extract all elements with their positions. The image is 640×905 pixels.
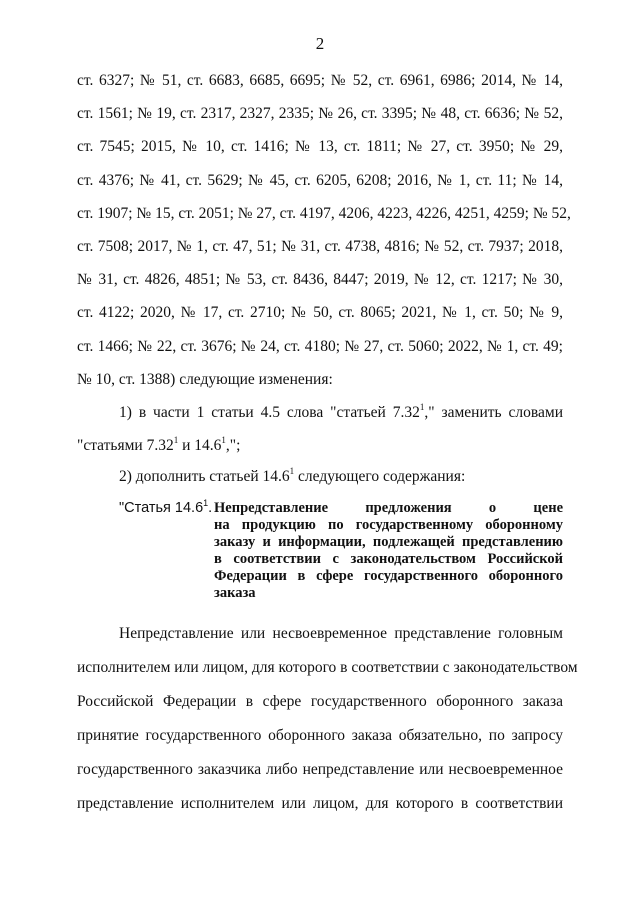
text-line: представление исполнителем или лицом, для которого в соответствии	[77, 795, 563, 812]
superscript: 1	[203, 498, 209, 508]
text-line: № 10, ст. 1388) следующие изменения:	[77, 371, 333, 388]
text-line	[119, 404, 563, 422]
item1-line2-c: ,";	[225, 437, 241, 454]
article-title	[214, 500, 563, 602]
text-line: № 31, ст. 4826, 4851; № 53, ст. 8436, 8447; 2019, № 12, ст. 1217; № 30,	[77, 271, 563, 288]
text-line: ст. 7545; 2015, № 10, ст. 1416; № 13, ст. 1811; № 27, ст. 3950; № 29,	[77, 138, 563, 155]
superscript: 1	[289, 466, 295, 476]
superscript: 1	[419, 402, 425, 412]
item1-text-a: 1) в части 1 статьи 4.5 слова "статьей 7.32	[119, 404, 420, 421]
item2-text-b: следующего содержания:	[294, 468, 466, 485]
text-line	[119, 468, 563, 486]
item1-text-b: ," заменить словами	[424, 404, 563, 421]
text-line: государственного заказчика либо непредставление или несвоевременное	[77, 761, 563, 778]
article-title-line: заказа	[214, 585, 256, 601]
article-title-line: на продукцию по государственному оборонному	[214, 517, 563, 533]
text-line: ст. 1466; № 22, ст. 3676; № 24, ст. 4180; № 27, ст. 5060; 2022, № 1, ст. 49;	[77, 338, 563, 355]
article-prefix-b: .	[208, 500, 213, 516]
article-number	[119, 500, 212, 516]
item2-text-a: 2) дополнить статьей 14.6	[119, 468, 290, 485]
text-line: исполнителем или лицом, для которого в соответствии с законодательством	[77, 659, 578, 676]
text-line: принятие государственного оборонного заказа обязательно, по запросу	[77, 727, 563, 744]
article-title-line: заказу и информации, подлежащей представлению	[214, 534, 563, 550]
item1-line2-a: "статьями 7.32	[77, 437, 174, 454]
text-line: ст. 4122; 2020, № 17, ст. 2710; № 50, ст. 8065; 2021, № 1, ст. 50; № 9,	[77, 304, 563, 321]
page-number: 2	[315, 34, 325, 53]
text-line: ст. 1907; № 15, ст. 2051; № 27, ст. 4197, 4206, 4223, 4226, 4251, 4259; № 52,	[77, 205, 571, 222]
item1-line2-b: и 14.6	[178, 437, 222, 454]
article-prefix-a: "Статья 14.6	[119, 500, 204, 516]
article-title-line: Непредставление предложения о цене	[214, 500, 563, 516]
superscript: 1	[173, 435, 179, 445]
article-title-line: Федерации в сфере государственного оборонного	[214, 568, 563, 584]
text-line: Российской Федерации в сфере государственного оборонного заказа	[77, 693, 563, 710]
text-line: Непредставление или несвоевременное представление головным	[119, 625, 563, 642]
superscript: 1	[221, 435, 226, 445]
text-line: ст. 6327; № 51, ст. 6683, 6685, 6695; № 52, ст. 6961, 6986; 2014, № 14,	[77, 72, 563, 89]
text-line	[77, 437, 563, 455]
article-title-line: в соответствии с законодательством Российской	[214, 551, 563, 567]
text-line: ст. 7508; 2017, № 1, ст. 47, 51; № 31, ст. 4738, 4816; № 52, ст. 7937; 2018,	[77, 238, 563, 255]
text-line: ст. 4376; № 41, ст. 5629; № 45, ст. 6205, 6208; 2016, № 1, ст. 11; № 14,	[77, 172, 563, 189]
text-line: ст. 1561; № 19, ст. 2317, 2327, 2335; № 26, ст. 3395; № 48, ст. 6636; № 52,	[77, 105, 563, 122]
